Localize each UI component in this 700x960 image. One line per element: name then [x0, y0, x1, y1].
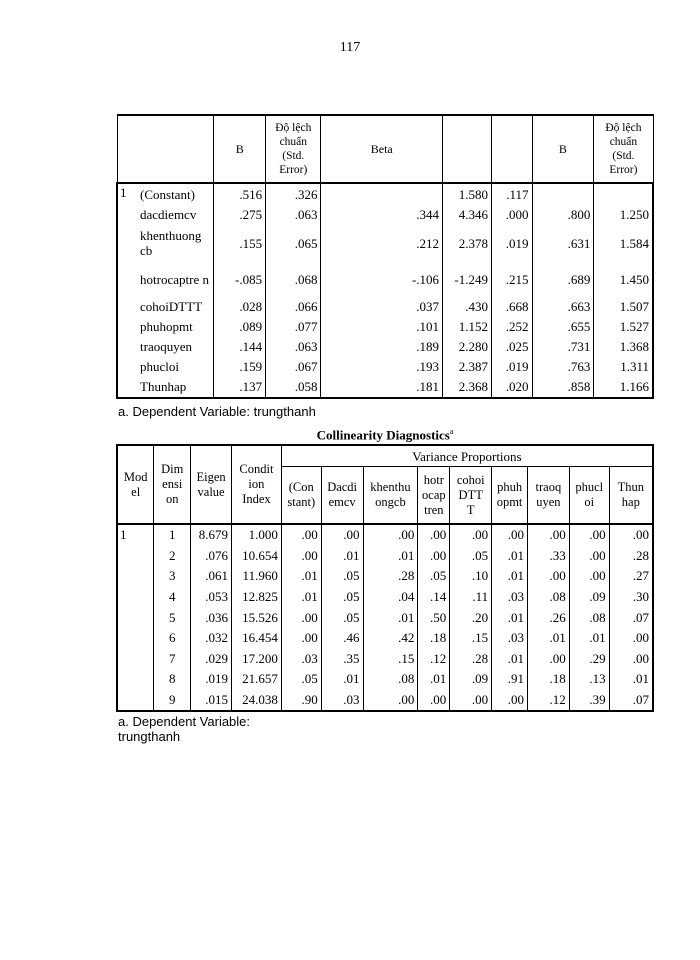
collinearity-table: [116, 444, 654, 712]
eigenvalue-cell: .015: [191, 690, 232, 712]
header-b: B: [214, 115, 266, 183]
beta-cell: [321, 183, 443, 205]
proportion-cell: .08: [569, 607, 609, 628]
header-dimension: Dim ensi on: [154, 445, 191, 524]
beta-cell: .193: [321, 357, 443, 377]
table-row: [117, 317, 653, 337]
header-variance-proportions: Variance Proportions: [281, 445, 653, 467]
eigenvalue-cell: .061: [191, 566, 232, 587]
beta-cell: .212: [321, 225, 443, 261]
se-cell: .063: [266, 337, 321, 357]
proportion-cell: .12: [528, 690, 570, 712]
proportion-cell: .00: [363, 524, 418, 546]
sig-cell: .019: [491, 225, 532, 261]
header-sig: [491, 115, 532, 183]
collinearity-title: Collinearity Diagnostics$^a$: [316, 427, 454, 443]
proportion-cell: .08: [528, 587, 570, 608]
proportion-cell: .15: [363, 649, 418, 670]
header-var-dacdiemcv: Dacdi emcv: [321, 467, 363, 525]
proportion-cell: .15: [450, 628, 492, 649]
dimension-cell: 5: [154, 607, 191, 628]
proportion-cell: .05: [321, 607, 363, 628]
table-row: [117, 607, 653, 628]
beta-cell: .189: [321, 337, 443, 357]
beta-cell: -.106: [321, 261, 443, 297]
proportion-cell: .00: [418, 546, 450, 567]
vif-cell: 1.450: [594, 261, 653, 297]
condition-index-cell: 10.654: [232, 546, 282, 567]
proportion-cell: .46: [321, 628, 363, 649]
proportion-cell: .42: [363, 628, 418, 649]
t-cell: 1.152: [443, 317, 492, 337]
b-cell: .516: [214, 183, 266, 205]
se-cell: .077: [266, 317, 321, 337]
proportion-cell: .01: [492, 546, 528, 567]
proportion-cell: .09: [569, 587, 609, 608]
header-var-khenthuongcb: khenthu ongcb: [363, 467, 418, 525]
variable-name: Thunhap: [137, 377, 214, 398]
eigenvalue-cell: .032: [191, 628, 232, 649]
condition-index-cell: 15.526: [232, 607, 282, 628]
sig-cell: .215: [491, 261, 532, 297]
proportion-cell: .09: [450, 669, 492, 690]
proportion-cell: .01: [492, 566, 528, 587]
se-cell: .067: [266, 357, 321, 377]
t-cell: 2.280: [443, 337, 492, 357]
header-blank: [117, 115, 214, 183]
tolerance-cell: .731: [532, 337, 594, 357]
eigenvalue-cell: .053: [191, 587, 232, 608]
table-row: [117, 628, 653, 649]
t-cell: 4.346: [443, 205, 492, 225]
b-cell: .155: [214, 225, 266, 261]
sig-cell: .252: [491, 317, 532, 337]
proportion-cell: .01: [569, 628, 609, 649]
proportion-cell: .00: [609, 649, 653, 670]
proportion-cell: .28: [450, 649, 492, 670]
proportion-cell: .29: [569, 649, 609, 670]
header-var-phucloi: phucl oi: [569, 467, 609, 525]
proportion-cell: .12: [418, 649, 450, 670]
dimension-cell: 4: [154, 587, 191, 608]
table-row: [117, 297, 653, 317]
proportion-cell: .00: [281, 546, 321, 567]
proportion-cell: .01: [281, 566, 321, 587]
proportion-cell: .05: [321, 587, 363, 608]
dimension-cell: 1: [154, 524, 191, 546]
t-cell: 2.378: [443, 225, 492, 261]
sig-cell: .019: [491, 357, 532, 377]
proportion-cell: .05: [321, 566, 363, 587]
table-row: [117, 690, 653, 712]
proportion-cell: .28: [609, 546, 653, 567]
b-cell: .089: [214, 317, 266, 337]
model-cell: [117, 649, 154, 670]
condition-index-cell: 17.200: [232, 649, 282, 670]
proportion-cell: .13: [569, 669, 609, 690]
dimension-cell: 2: [154, 546, 191, 567]
model-cell: [117, 628, 154, 649]
proportion-cell: .01: [492, 649, 528, 670]
proportion-cell: .03: [492, 628, 528, 649]
proportion-cell: .00: [363, 690, 418, 712]
coefficients-table: [116, 114, 654, 399]
beta-cell: .037: [321, 297, 443, 317]
proportion-cell: .04: [363, 587, 418, 608]
table-row: [117, 205, 653, 225]
variable-name: khenthuong cb: [137, 225, 214, 261]
eigenvalue-cell: .019: [191, 669, 232, 690]
collinearity-footnote: a. Dependent Variable: trungthanh: [118, 714, 251, 744]
t-cell: 2.387: [443, 357, 492, 377]
variable-name: hotrocaptre n: [137, 261, 214, 297]
condition-index-cell: 1.000: [232, 524, 282, 546]
proportion-cell: .01: [363, 607, 418, 628]
model-cell: [117, 566, 154, 587]
header-beta: Beta: [321, 115, 443, 183]
condition-index-cell: 16.454: [232, 628, 282, 649]
proportion-cell: .01: [321, 546, 363, 567]
header-t: [443, 115, 492, 183]
proportion-cell: .00: [528, 566, 570, 587]
proportion-cell: .18: [528, 669, 570, 690]
proportion-cell: .00: [569, 566, 609, 587]
proportion-cell: .00: [321, 524, 363, 546]
sig-cell: .668: [491, 297, 532, 317]
header-std-error2: Độ lệch chuẩn (Std. Error): [594, 115, 653, 183]
model-cell: [117, 669, 154, 690]
sig-cell: .020: [491, 377, 532, 398]
table-row: [117, 261, 653, 297]
eigenvalue-cell: 8.679: [191, 524, 232, 546]
tolerance-cell: [532, 183, 594, 205]
proportion-cell: .00: [418, 690, 450, 712]
vif-cell: 1.368: [594, 337, 653, 357]
proportion-cell: .27: [609, 566, 653, 587]
header-var-phuhopmt: phuh opmt: [492, 467, 528, 525]
proportion-cell: .07: [609, 607, 653, 628]
vif-cell: 1.311: [594, 357, 653, 377]
se-cell: .326: [266, 183, 321, 205]
proportion-cell: .00: [569, 546, 609, 567]
proportion-cell: .00: [418, 524, 450, 546]
dimension-cell: 6: [154, 628, 191, 649]
tolerance-cell: .858: [532, 377, 594, 398]
proportion-cell: .50: [418, 607, 450, 628]
b-cell: .159: [214, 357, 266, 377]
beta-cell: .101: [321, 317, 443, 337]
proportion-cell: .00: [528, 524, 570, 546]
b-cell: .144: [214, 337, 266, 357]
table-row: [117, 225, 653, 261]
variable-name: phucloi: [137, 357, 214, 377]
header-var-thunhap: Thun hap: [609, 467, 653, 525]
t-cell: 1.580: [443, 183, 492, 205]
model-cell: [117, 690, 154, 712]
variable-name: dacdiemcv: [137, 205, 214, 225]
table-row: [117, 524, 653, 546]
model-cell: [117, 587, 154, 608]
model-cell: 1: [117, 183, 137, 205]
eigenvalue-cell: .076: [191, 546, 232, 567]
variable-name: phuhopmt: [137, 317, 214, 337]
proportion-cell: .00: [281, 628, 321, 649]
proportion-cell: .03: [321, 690, 363, 712]
variable-name: cohoiDTTT: [137, 297, 214, 317]
b-cell: .275: [214, 205, 266, 225]
proportion-cell: .01: [492, 607, 528, 628]
tolerance-cell: .800: [532, 205, 594, 225]
vif-cell: 1.250: [594, 205, 653, 225]
proportion-cell: .14: [418, 587, 450, 608]
proportion-cell: .03: [281, 649, 321, 670]
tolerance-cell: .763: [532, 357, 594, 377]
vif-cell: 1.507: [594, 297, 653, 317]
proportion-cell: .30: [609, 587, 653, 608]
se-cell: .068: [266, 261, 321, 297]
header-model: Mod el: [117, 445, 154, 524]
sig-cell: .025: [491, 337, 532, 357]
dimension-cell: 9: [154, 690, 191, 712]
proportion-cell: .28: [363, 566, 418, 587]
tolerance-cell: .689: [532, 261, 594, 297]
variable-name: (Constant): [137, 183, 214, 205]
proportion-cell: .00: [450, 690, 492, 712]
proportion-cell: .33: [528, 546, 570, 567]
tolerance-cell: .655: [532, 317, 594, 337]
table-row: [117, 669, 653, 690]
t-cell: 2.368: [443, 377, 492, 398]
se-cell: .065: [266, 225, 321, 261]
t-cell: -1.249: [443, 261, 492, 297]
proportion-cell: .00: [528, 649, 570, 670]
proportion-cell: .01: [528, 628, 570, 649]
proportion-cell: .26: [528, 607, 570, 628]
proportion-cell: .01: [281, 587, 321, 608]
proportion-cell: .20: [450, 607, 492, 628]
vif-cell: 1.584: [594, 225, 653, 261]
proportion-cell: .00: [492, 690, 528, 712]
proportion-cell: .01: [609, 669, 653, 690]
proportion-cell: .01: [363, 546, 418, 567]
vif-cell: 1.166: [594, 377, 653, 398]
condition-index-cell: 21.657: [232, 669, 282, 690]
beta-cell: .344: [321, 205, 443, 225]
header-std-error: Độ lệch chuẩn (Std. Error): [266, 115, 321, 183]
header-condition-index: Condit ion Index: [232, 445, 282, 524]
header-var-constant: (Con stant): [281, 467, 321, 525]
dimension-cell: 7: [154, 649, 191, 670]
condition-index-cell: 12.825: [232, 587, 282, 608]
proportion-cell: .10: [450, 566, 492, 587]
table-row: [117, 183, 653, 205]
proportion-cell: .05: [450, 546, 492, 567]
proportion-cell: .90: [281, 690, 321, 712]
dimension-cell: 3: [154, 566, 191, 587]
table-row: [117, 546, 653, 567]
t-cell: .430: [443, 297, 492, 317]
proportion-cell: .00: [281, 607, 321, 628]
model-cell: [117, 607, 154, 628]
proportion-cell: .00: [609, 628, 653, 649]
tolerance-cell: .631: [532, 225, 594, 261]
proportion-cell: .08: [363, 669, 418, 690]
proportion-cell: .00: [450, 524, 492, 546]
header-eigenvalue: Eigen value: [191, 445, 232, 524]
coefficients-footnote: a. Dependent Variable: trungthanh: [118, 404, 316, 419]
table-row: [117, 649, 653, 670]
header-b2: B: [532, 115, 594, 183]
header-var-cohoidttt: cohoi DTT T: [450, 467, 492, 525]
se-cell: .066: [266, 297, 321, 317]
eigenvalue-cell: .036: [191, 607, 232, 628]
proportion-cell: .00: [492, 524, 528, 546]
eigenvalue-cell: .029: [191, 649, 232, 670]
model-cell: [117, 546, 154, 567]
proportion-cell: .05: [281, 669, 321, 690]
proportion-cell: .18: [418, 628, 450, 649]
variable-name: traoquyen: [137, 337, 214, 357]
proportion-cell: .00: [609, 524, 653, 546]
tolerance-cell: .663: [532, 297, 594, 317]
table-row: [117, 377, 653, 398]
proportion-cell: .01: [418, 669, 450, 690]
proportion-cell: .00: [569, 524, 609, 546]
table-row: [117, 357, 653, 377]
page-number: 117: [339, 40, 361, 55]
b-cell: -.085: [214, 261, 266, 297]
header-var-traoquyen: traoq uyen: [528, 467, 570, 525]
table-row: [117, 566, 653, 587]
proportion-cell: .07: [609, 690, 653, 712]
proportion-cell: .39: [569, 690, 609, 712]
beta-cell: .181: [321, 377, 443, 398]
condition-index-cell: 11.960: [232, 566, 282, 587]
table-row: [117, 587, 653, 608]
proportion-cell: .11: [450, 587, 492, 608]
vif-cell: [594, 183, 653, 205]
header-var-hotrocaptren: hotr ocap tren: [418, 467, 450, 525]
dimension-cell: 8: [154, 669, 191, 690]
se-cell: .063: [266, 205, 321, 225]
proportion-cell: .03: [492, 587, 528, 608]
sig-cell: .117: [491, 183, 532, 205]
b-cell: .028: [214, 297, 266, 317]
proportion-cell: .00: [281, 524, 321, 546]
vif-cell: 1.527: [594, 317, 653, 337]
proportion-cell: .01: [321, 669, 363, 690]
sig-cell: .000: [491, 205, 532, 225]
table-row: [117, 337, 653, 357]
b-cell: .137: [214, 377, 266, 398]
se-cell: .058: [266, 377, 321, 398]
proportion-cell: .91: [492, 669, 528, 690]
condition-index-cell: 24.038: [232, 690, 282, 712]
proportion-cell: .05: [418, 566, 450, 587]
proportion-cell: .35: [321, 649, 363, 670]
model-cell: 1: [117, 524, 154, 546]
